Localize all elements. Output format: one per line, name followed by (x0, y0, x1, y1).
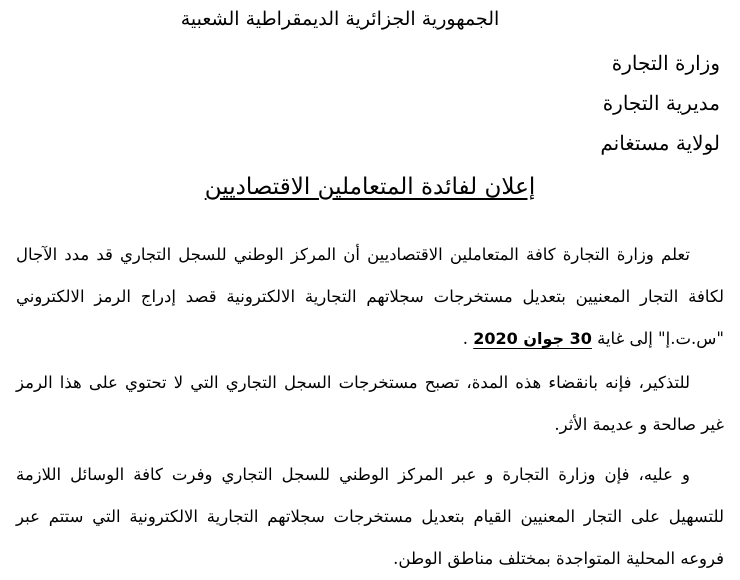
paragraph-extension-notice (16, 234, 724, 360)
province-name: لولاية مستغانم (600, 131, 720, 155)
paragraph-extension-end: . (462, 329, 468, 348)
paragraph-reminder: للتذكير، فإنه بانقضاء هذه المدة، تصبح مستخرجات السجل التجاري التي لا تحتوي على هذا الرمز غير صالحة و عديمة الأثر. (16, 373, 724, 434)
announcement-title-text: إعلان لفائدة المتعاملين الاقتصاديين (204, 174, 536, 200)
deadline-date: 30 جوان 2020 (473, 329, 592, 348)
directorate-name: مديرية التجارة (602, 91, 720, 115)
paragraph-extension-text: تعلم وزارة التجارة كافة المتعاملين الاقتصاديين أن المركز الوطني للسجل التجاري قد مدد الآجال لكافة التجار المعنيين بتعديل مستخرجات سجلاتهم التجارية الالكترونية قصد إدراج الرمز الالكتروني "س.ت.إ" إلى غاية (16, 245, 724, 348)
paragraph-measures: و عليه، فإن وزارة التجارة و عبر المركز الوطني للسجل التجاري وفرت كافة الوسائل اللازمة للتسهيل على التجار المعنيين القيام بتعديل مستخرجات سجلاتهم التجارية الالكترونية التي ستتم عبر فروعه المحلية المتواجدة بمختلف مناطق الوطن. (16, 465, 724, 568)
ministry-name: وزارة التجارة (611, 51, 720, 75)
republic-heading: الجمهورية الجزائرية الديمقراطية الشعبية (180, 8, 500, 30)
announcement-title (0, 170, 740, 204)
